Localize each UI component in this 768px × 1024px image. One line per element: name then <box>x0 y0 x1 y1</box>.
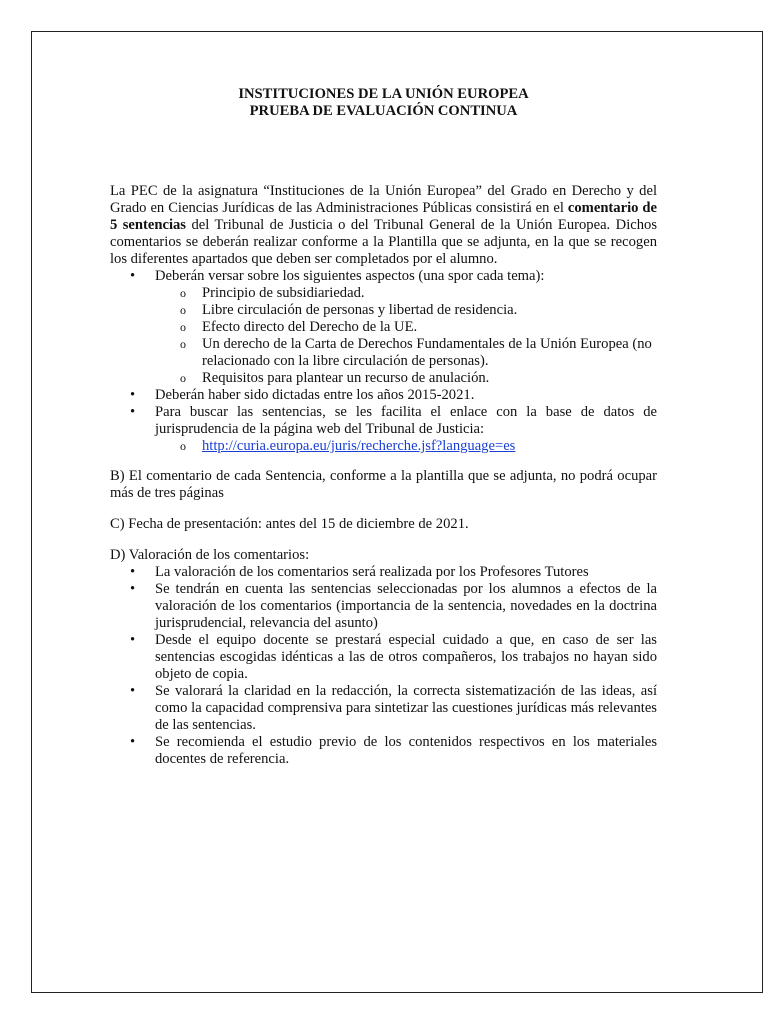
bullet-icon: • <box>130 581 136 597</box>
list-item: o Efecto directo del Derecho de la UE. <box>180 319 418 335</box>
list-item: • Desde el equipo docente se prestará especial cuidado a que, en caso de ser las sentencias escogidas idénticas a las de otros compañeros, los trabajos no hayan sido objeto de copia. <box>130 632 657 682</box>
title-line-2: PRUEBA DE EVALUACIÓN CONTINUA <box>249 103 518 119</box>
list-item: o Principio de subsidiariedad. <box>180 285 365 301</box>
document-title <box>110 86 657 120</box>
bullet-icon: • <box>130 564 136 580</box>
bullet-icon: • <box>130 387 136 403</box>
bullet-icon: • <box>130 404 136 420</box>
circle-bullet-icon: o <box>180 439 186 453</box>
list-item: • Se recomienda el estudio previo de los contenidos respectivos en los materiales docentes de referencia. <box>130 734 657 767</box>
list-item: • Deberán haber sido dictadas entre los años 2015-2021. <box>130 387 475 403</box>
curia-search-link[interactable]: http://curia.europa.eu/juris/recherche.jsf?language=es <box>202 438 516 454</box>
list-item: • Para buscar las sentencias, se les facilita el enlace con la base de datos de jurisprudencia de la página web del Tribunal de Justicia: o http://curia.europa.eu/juris/recherche.jsf?language=es <box>130 404 657 454</box>
list-item: • Se valorará la claridad en la redacción, la correcta sistematización de las ideas, así como la capacidad comprensiva para sintetizar las cuestiones jurídicas más relevantes de las sentencias. <box>130 683 657 733</box>
list-item: • Se tendrán en cuenta las sentencias seleccionadas por los alumnos a efectos de la valoración de los comentarios (importancia de la sentencia, novedades en la doctrina jurisprudencial, relevancia del asunto) <box>130 581 657 631</box>
circle-bullet-icon: o <box>180 337 186 351</box>
list-item <box>155 438 657 455</box>
link-list <box>155 438 657 455</box>
section-d-heading: D) Valoración de los comentarios: <box>110 547 310 563</box>
circle-bullet-icon: o <box>180 320 186 334</box>
list-item: • Deberán versar sobre los siguientes aspectos (una spor cada tema): o Principio de subsidiariedad. o Libre circulación de personas y libertad de residencia. o Efecto directo del Derecho de la UE. o Un derecho de la Carta de Derechos Fundamentales de la Unión Europea (no relacionado con la libre circulación de personas). o Requisitos para plantear un recurso de anulación. <box>110 268 657 387</box>
section-c-paragraph: C) Fecha de presentación: antes del 15 de diciembre de 2021. <box>110 516 469 532</box>
list-item: o Libre circulación de personas y libertad de residencia. <box>180 302 518 318</box>
intro-paragraph: La PEC de la asignatura “Instituciones de la Unión Europea” del Grado en Derecho y del Grado en Ciencias Jurídicas de las Administraciones Públicas consistirá en el comentario de 5 sentencias del Tribunal de Justicia o del Tribunal General de la Unión Europea. Dichos comentarios se deberán realizar conforme a la Plantilla que se adjunta, en la que se recogen los diferentes apartados que deben ser completados por el alumno. <box>110 183 658 267</box>
bullet-icon: • <box>130 268 136 284</box>
section-b-paragraph: B) El comentario de cada Sentencia, conforme a la plantilla que se adjunta, no podrá ocupar más de tres páginas <box>110 468 657 501</box>
circle-bullet-icon: o <box>180 286 186 300</box>
list-item: o Un derecho de la Carta de Derechos Fundamentales de la Unión Europea (no relacionado con la libre circulación de personas). <box>180 336 652 369</box>
intro-bold-text: comentario de 5 sentencias <box>110 200 657 233</box>
bullet-icon: • <box>130 683 136 699</box>
requirements-list <box>110 268 657 455</box>
topics-list <box>155 285 657 387</box>
title-line-1: INSTITUCIONES DE LA UNIÓN EUROPEA <box>238 86 529 102</box>
evaluation-list <box>110 564 657 768</box>
list-item: • La valoración de los comentarios será realizada por los Profesores Tutores <box>130 564 589 580</box>
document-body <box>110 86 657 768</box>
bullet-icon: • <box>130 734 136 750</box>
list-item: o Requisitos para plantear un recurso de anulación. <box>180 370 490 386</box>
bullet-icon: • <box>130 632 136 648</box>
circle-bullet-icon: o <box>180 303 186 317</box>
circle-bullet-icon: o <box>180 371 186 385</box>
